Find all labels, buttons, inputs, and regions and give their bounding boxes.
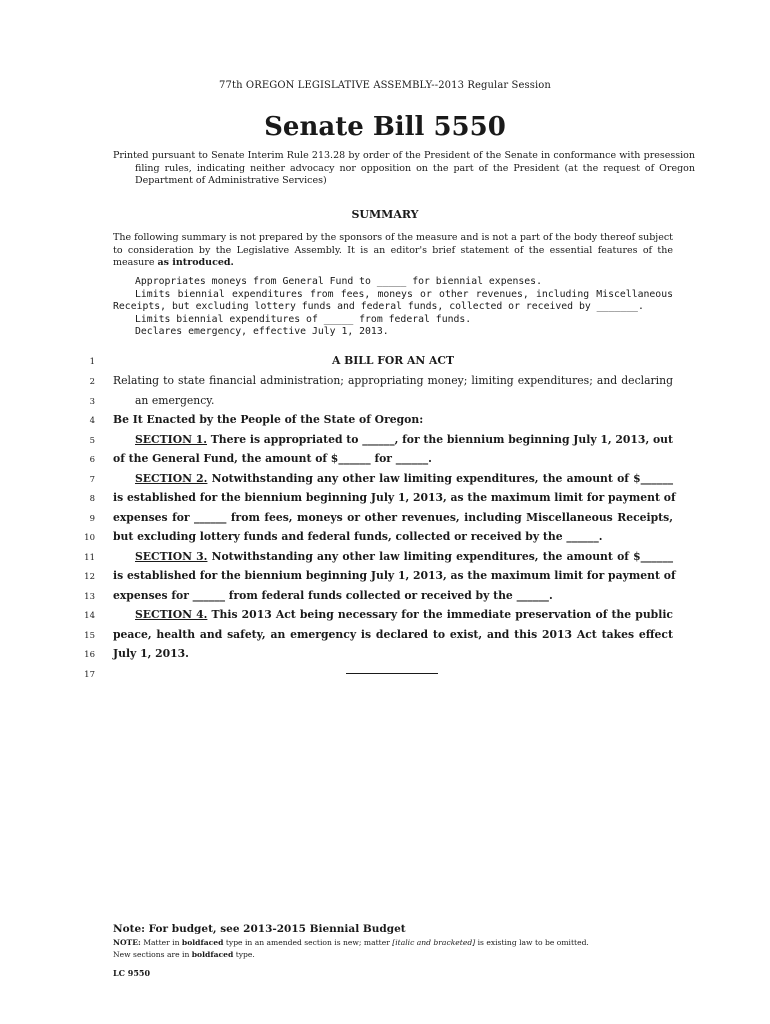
bill-line xyxy=(0,472,770,491)
note-bold-word: boldfaced xyxy=(181,938,224,947)
bill-line xyxy=(0,647,770,666)
relating-clause: Relating to state financial administration; appropriating money; limiting expenditures; and declaring xyxy=(113,374,673,387)
section-4-label: SECTION 4. xyxy=(135,608,208,621)
bill-line xyxy=(0,433,770,452)
bill-line xyxy=(0,589,770,608)
section-1 xyxy=(135,433,673,446)
budget-note: Note: For budget, see 2013-2015 Biennial Budget xyxy=(113,923,406,935)
line-number: 5 xyxy=(89,436,95,446)
summary-item: Limits biennial expenditures of _____ from federal funds. xyxy=(135,313,472,325)
bill-line xyxy=(0,491,770,510)
section-3-label: SECTION 3. xyxy=(135,550,208,563)
bill-line xyxy=(0,511,770,530)
section-1-text: There is appropriated to ______, for the biennium beginning July 1, 2013, out xyxy=(207,433,673,446)
summary-body xyxy=(113,276,673,339)
line-number: 17 xyxy=(84,670,95,680)
bill-line xyxy=(0,628,770,647)
bill-line xyxy=(0,667,770,686)
bill-line xyxy=(0,530,770,549)
bill-line xyxy=(0,452,770,471)
typography-note xyxy=(113,937,673,960)
printed-pursuant-note: Printed pursuant to Senate Interim Rule 213.28 by order of the President of the Senate in conformance with presession filing rules, indicating neither advocacy nor opposition on the part of the President (at the request of Oregon Department of Administrative Services) xyxy=(113,150,695,186)
line-number: 11 xyxy=(84,553,95,563)
line-number: 13 xyxy=(84,592,95,602)
line-number: 10 xyxy=(84,533,95,543)
line-number: 9 xyxy=(89,514,95,524)
note-label: NOTE: xyxy=(113,938,141,947)
relating-clause-end: an emergency. xyxy=(135,394,215,407)
bill-line xyxy=(0,374,770,393)
section-4-text: This 2013 Act being necessary for the immediate preservation of the public xyxy=(207,608,673,621)
line-number: 8 xyxy=(89,494,95,504)
section-4 xyxy=(135,608,673,621)
line-number: 12 xyxy=(84,572,95,582)
note-text-part: New sections are in xyxy=(113,949,192,959)
section-1-continued: of the General Fund, the amount of $______ for ______. xyxy=(113,452,432,465)
end-separator xyxy=(346,673,438,674)
section-3-text: Notwithstanding any other law limiting expenditures, the amount of $______ xyxy=(207,550,674,563)
line-number: 16 xyxy=(84,650,95,660)
note-italic-phrase: [italic and bracketed] xyxy=(392,938,476,947)
summary-disclaimer-bold: as introduced. xyxy=(157,257,234,268)
enacting-clause: Be It Enacted by the People of the State of Oregon: xyxy=(113,413,424,426)
section-4-continued: peace, health and safety, an emergency is declared to exist, and this 2013 Act takes effect xyxy=(113,628,673,641)
line-number: 3 xyxy=(89,397,95,407)
summary-item: Limits biennial expenditures from fees, moneys or other revenues, including Miscellaneous Receipts, but excluding lottery funds and federal funds, collected or received by _______. xyxy=(113,288,673,312)
note-text-part: is existing law to be omitted. xyxy=(475,938,589,947)
section-2-label: SECTION 2. xyxy=(135,472,208,485)
note-text-part: type in an amended section is new; matter xyxy=(223,938,393,947)
summary-item: Appropriates moneys from General Fund to _____ for biennial expenses. xyxy=(135,276,542,287)
section-1-label: SECTION 1. xyxy=(135,433,208,446)
bill-line xyxy=(0,413,770,432)
summary-disclaimer xyxy=(113,232,673,270)
bill-line xyxy=(0,569,770,588)
typography-note-line-2 xyxy=(113,949,673,961)
section-2-continued: but excluding lottery funds and federal funds, collected or received by the ______. xyxy=(113,530,603,543)
session-header: 77th OREGON LEGISLATIVE ASSEMBLY--2013 Regular Session xyxy=(219,80,551,91)
bill-line xyxy=(0,550,770,569)
section-3 xyxy=(135,550,673,563)
section-2-continued: is established for the biennium beginning July 1, 2013, as the maximum limit for payment of xyxy=(113,491,676,504)
section-2-continued: expenses for ______ from fees, moneys or other revenues, including Miscellaneous Receipts, xyxy=(113,511,673,524)
section-2-text: Notwithstanding any other law limiting expenditures, the amount of $______ xyxy=(207,472,674,485)
bill-line xyxy=(0,354,770,373)
section-3-continued: is established for the biennium beginning July 1, 2013, as the maximum limit for payment of xyxy=(113,569,676,582)
section-2 xyxy=(135,472,673,485)
line-number: 1 xyxy=(89,357,95,367)
bill-heading: A BILL FOR AN ACT xyxy=(331,354,455,367)
line-number: 4 xyxy=(89,416,95,426)
bill-line xyxy=(0,608,770,627)
summary-disclaimer-text: The following summary is not prepared by the sponsors of the measure and is not a part of the body thereof subject to consideration by the Legislative Assembly. It is an editor's brief statement of the essential features of the measure xyxy=(113,232,673,268)
section-3-continued: expenses for ______ from federal funds collected or received by the ______. xyxy=(113,589,553,602)
summary-item: Declares emergency, effective July 1, 2013. xyxy=(135,326,389,337)
note-bold-word: boldfaced xyxy=(191,949,234,959)
typography-note-line-1 xyxy=(113,937,673,949)
note-text-part: Matter in xyxy=(140,938,182,947)
summary-heading: SUMMARY xyxy=(351,208,419,221)
page-title: Senate Bill 5550 xyxy=(264,112,506,142)
section-4-continued: July 1, 2013. xyxy=(113,647,189,660)
line-number: 14 xyxy=(84,611,95,621)
lc-number: LC 9550 xyxy=(113,968,151,978)
note-text-part: type. xyxy=(233,949,255,959)
line-number: 2 xyxy=(89,377,95,387)
line-number: 6 xyxy=(89,455,95,465)
line-number: 15 xyxy=(84,631,95,641)
line-number: 7 xyxy=(89,475,95,485)
bill-line xyxy=(0,394,770,413)
